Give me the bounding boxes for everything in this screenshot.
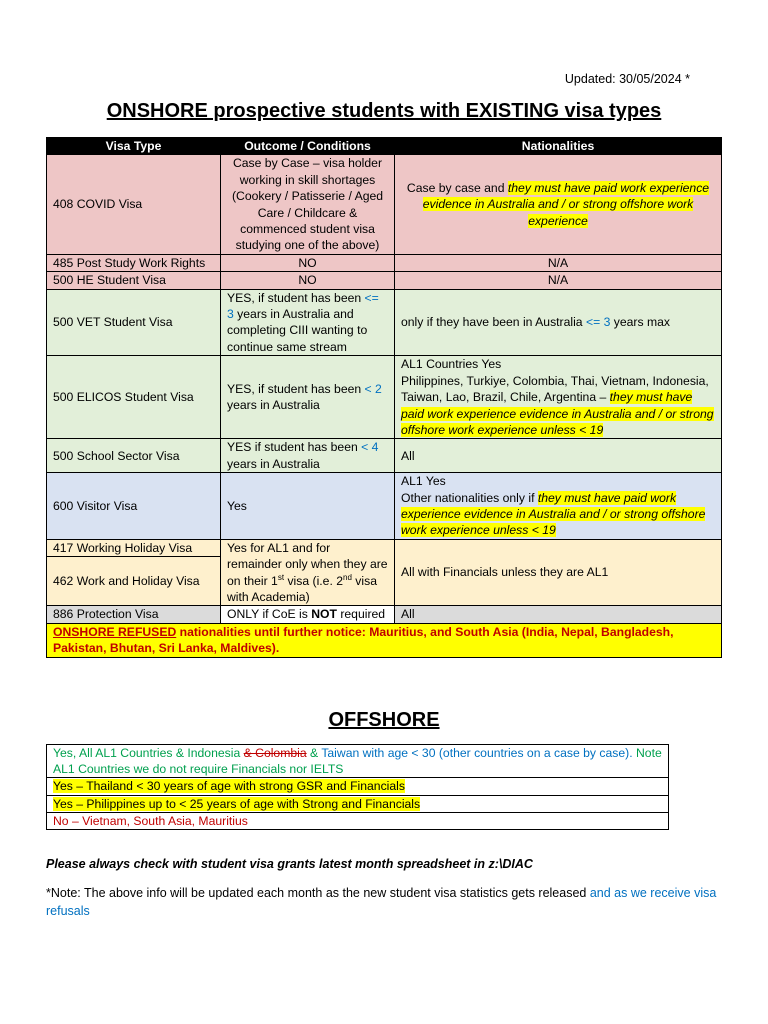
nationalities-cell: N/A xyxy=(395,254,722,271)
year-limit: < 2 xyxy=(364,381,382,396)
offshore-table xyxy=(46,744,669,830)
outcome-text: ONLY if CoE is xyxy=(227,607,312,622)
outcome-text: Yes for AL1 and for remainder only when they are on their 1 xyxy=(227,540,388,588)
table-row xyxy=(47,539,722,557)
offshore-cell xyxy=(47,778,669,795)
outcome-text: YES, if student has been xyxy=(227,290,365,305)
outcome-cell: NO xyxy=(221,254,395,271)
nationalities-text: only if they have been in Australia xyxy=(401,315,586,330)
outcome-cell xyxy=(221,439,395,473)
offshore-cell xyxy=(47,795,669,812)
table-row xyxy=(47,745,669,778)
nationalities-line: AL1 Yes xyxy=(401,474,446,489)
visa-type-cell: 500 HE Student Visa xyxy=(47,272,221,289)
onshore-refused-row xyxy=(47,623,722,657)
nationalities-text: Other nationalities only if xyxy=(401,490,538,505)
nationalities-cell xyxy=(395,356,722,439)
offshore-text: & xyxy=(306,746,322,760)
outcome-cell xyxy=(221,606,395,623)
table-header-row xyxy=(47,138,722,155)
outcome-text: YES, if student has been xyxy=(227,381,365,396)
table-row xyxy=(47,795,669,812)
outcome-cell xyxy=(221,356,395,439)
visa-type-cell: 417 Working Holiday Visa xyxy=(47,539,221,557)
table-row xyxy=(47,254,722,271)
updated-date: Updated: 30/05/2024 * xyxy=(564,72,690,86)
visa-type-cell: 600 Visitor Visa xyxy=(47,473,221,540)
nationalities-text: years max xyxy=(610,315,670,330)
highlighted-condition: they must have paid work experience evidence in Australia and / or strong offshore work experience xyxy=(422,181,710,228)
table-row xyxy=(47,812,669,829)
outcome-text: visa with Academia) xyxy=(227,573,377,604)
offshore-text: Yes, All AL1 Countries & Indonesia xyxy=(53,746,244,760)
superscript: st xyxy=(277,572,285,582)
table-row xyxy=(47,439,722,473)
highlighted-condition: they must have paid work experience evidence in Australia and / or strong offshore work experience unless < 19 xyxy=(401,390,714,437)
nationalities-cell: All xyxy=(395,439,722,473)
refused-text: nationalities until further notice: Mauritius, and South Asia (India, Nepal, Bangladesh, Pakistan, Bhutan, Sri Lanka, Maldives). xyxy=(53,624,674,656)
table-row xyxy=(47,606,722,623)
offshore-cell xyxy=(47,745,669,778)
visa-type-cell: 500 School Sector Visa xyxy=(47,439,221,473)
outcome-cell: Case by Case – visa holder working in skill shortages (Cookery / Patisserie / Aged Care / Childcare & commenced student visa studying one of the above) xyxy=(221,155,395,254)
outcome-cell xyxy=(221,539,395,606)
nationalities-text: Philippines, Turkiye, Colombia, Thai, Vietnam, Indonesia, Taiwan, Lao, Brazil, Chile, Argentina – xyxy=(401,373,709,405)
offshore-text: Note AL1 Countries we do not require Financials nor IELTS xyxy=(53,746,662,777)
emphasis: NOT xyxy=(311,607,337,622)
nationalities-cell: All with Financials unless they are AL1 xyxy=(395,539,722,606)
onshore-title: ONSHORE prospective students with EXISTING visa types xyxy=(106,100,662,122)
nationalities-cell xyxy=(395,155,722,254)
outcome-cell xyxy=(221,289,395,356)
refused-label: ONSHORE REFUSED xyxy=(53,624,177,639)
outcome-cell: Yes xyxy=(221,473,395,540)
highlighted-condition: they must have paid work experience evidence in Australia and / or strong offshore work experience unless < 19 xyxy=(401,490,706,538)
nationalities-cell xyxy=(395,473,722,540)
year-limit: <= 3 xyxy=(585,315,611,330)
visa-type-cell: 462 Work and Holiday Visa xyxy=(47,557,221,606)
nationalities-cell xyxy=(395,289,722,356)
year-limit: <= 3 xyxy=(227,290,379,322)
outcome-text: visa (i.e. 2 xyxy=(284,573,343,588)
header-visa-type: Visa Type xyxy=(47,138,221,155)
offshore-title: OFFSHORE xyxy=(328,709,440,731)
table-row xyxy=(47,289,722,356)
visa-type-cell: 886 Protection Visa xyxy=(47,606,221,623)
check-spreadsheet-note: Please always check with student visa grants latest month spreadsheet in z:\DIAC xyxy=(46,857,533,871)
visa-type-cell: 500 VET Student Visa xyxy=(47,289,221,356)
refused-notice xyxy=(47,623,722,657)
nationalities-cell: All xyxy=(395,606,722,623)
table-row xyxy=(47,473,722,540)
onshore-visa-table xyxy=(46,137,722,658)
offshore-text: Yes – Thailand < 30 years of age with strong GSR and Financials xyxy=(53,779,405,794)
table-row xyxy=(47,155,722,254)
outcome-text: years in Australia xyxy=(227,398,320,413)
update-note-text: *Note: The above info will be updated each month as the new student visa statistics gets released xyxy=(46,886,590,900)
outcome-cell: NO xyxy=(221,272,395,289)
outcome-text: years in Australia xyxy=(227,456,320,471)
outcome-text: years in Australia and completing CIII wanting to continue same stream xyxy=(227,307,368,354)
visa-type-cell: 485 Post Study Work Rights xyxy=(47,254,221,271)
table-row xyxy=(47,356,722,439)
update-note xyxy=(46,884,726,920)
year-limit: < 4 xyxy=(361,440,379,455)
offshore-text: Yes – Philippines up to < 25 years of age with Strong and Financials xyxy=(53,796,421,811)
struck-text: & Colombia xyxy=(243,746,307,760)
outcome-text: YES if student has been xyxy=(227,440,362,455)
nationalities-cell: N/A xyxy=(395,272,722,289)
offshore-cell: No – Vietnam, South Asia, Mauritius xyxy=(47,812,669,829)
table-row xyxy=(47,272,722,289)
header-nationalities: Nationalities xyxy=(395,138,722,155)
visa-type-cell: 408 COVID Visa xyxy=(47,155,221,254)
update-note-text: and as we receive visa refusals xyxy=(46,886,717,918)
nationalities-text: Case by case and xyxy=(406,181,508,196)
visa-type-cell: 500 ELICOS Student Visa xyxy=(47,356,221,439)
header-outcome: Outcome / Conditions xyxy=(221,138,395,155)
nationalities-line: AL1 Countries Yes xyxy=(401,357,502,372)
table-row xyxy=(47,778,669,795)
offshore-text: Taiwan with age < 30 (other countries on a case by case). xyxy=(321,746,633,760)
outcome-text: required xyxy=(336,607,386,622)
superscript: nd xyxy=(343,572,352,582)
